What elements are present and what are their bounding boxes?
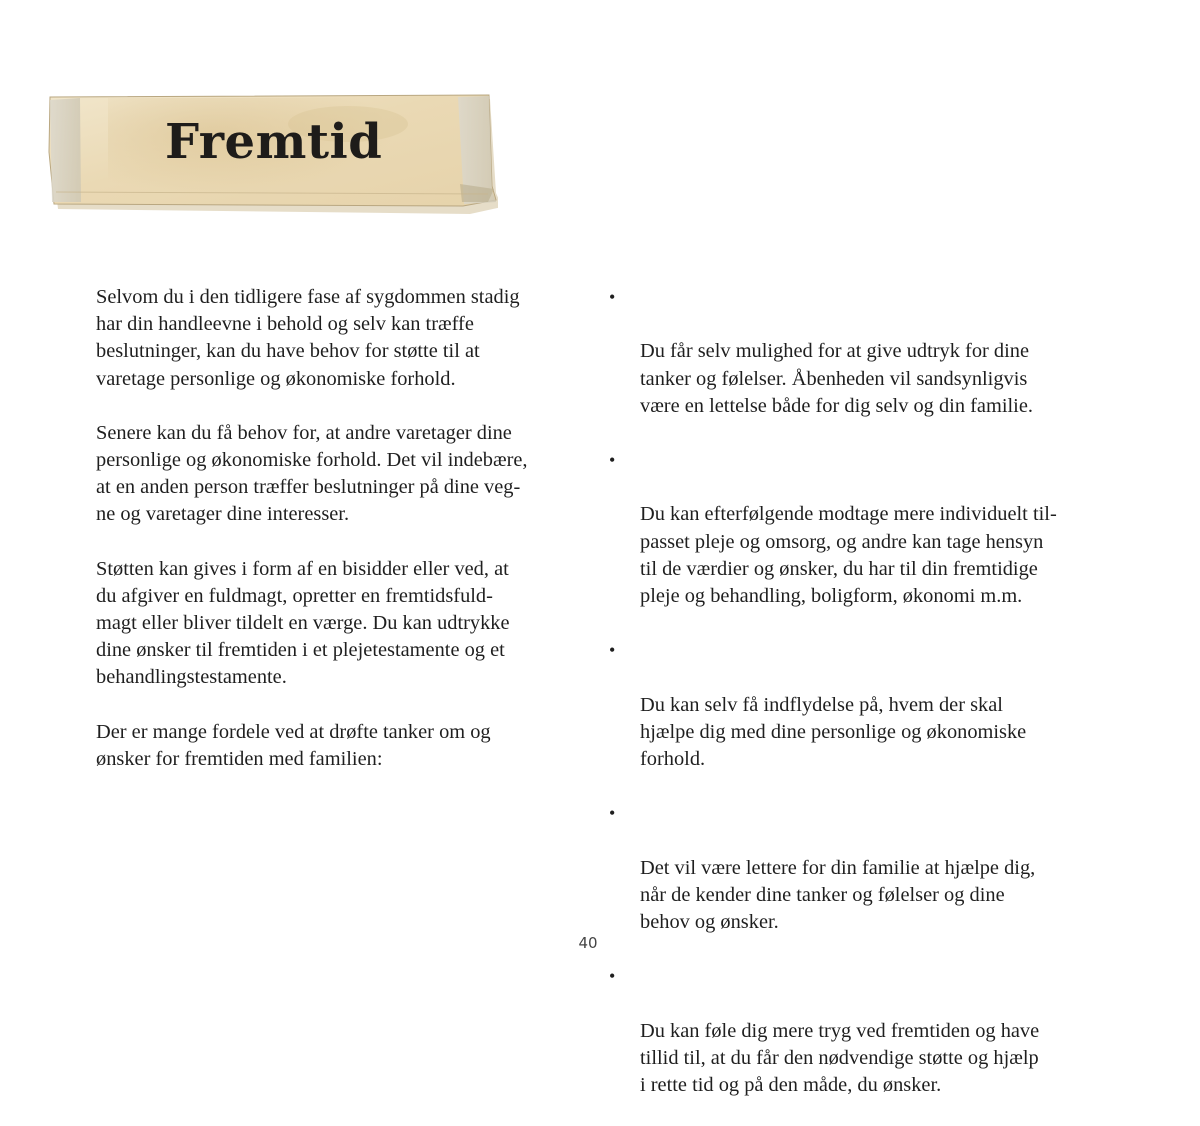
list-item [606, 637, 1088, 773]
list-item-text: Du kan føle dig mere tryg ved fremtiden og have tillid til, at du får den nødvendige støtte og hjælp i rette tid og på den måde, du ønsker. [640, 1019, 1040, 1097]
list-item [606, 963, 1088, 1099]
bullet-icon: • [609, 966, 616, 987]
page-number: 40 [578, 934, 598, 952]
paragraph-4: Der er mange fordele ved at drøfte tanker om og ønsker for fremtiden med familien: [96, 720, 491, 770]
paragraph-2: Senere kan du få behov for, at andre varetager dine personlige og økonomiske forhold. Det vil indebære, at en anden person træffer beslutninger på dine veg- ne og varetager dine interesser. [96, 421, 528, 526]
bullet-icon: • [609, 640, 616, 661]
benefits-list [606, 284, 1088, 1099]
page-title: Fremtid [165, 114, 383, 170]
bullet-icon: • [609, 287, 616, 307]
list-item [606, 447, 1088, 610]
paragraph-1: Selvom du i den tidligere fase af sygdommen stadig har din handleevne i behold og selv kan træffe beslutninger, kan du have behov for støtte til at varetage personlige og økonomiske forhold. [96, 286, 520, 390]
left-column [96, 284, 576, 800]
list-item [606, 284, 1088, 420]
list-item-text: Det vil være lettere for din familie at hjælpe dig, når de kender dine tanker og følelser og dine behov og ønsker. [640, 856, 1036, 934]
title-label [48, 94, 498, 218]
right-column [606, 284, 1088, 1126]
list-item-text: Du kan efterfølgende modtage mere individuelt til- passet pleje og omsorg, og andre kan tage hensyn til de værdier og ønsker, du har til din fremtidige pleje og behandling, boligform, økonomi m.m. [640, 503, 1057, 608]
list-item-text: Du kan selv få indflydelse på, hvem der skal hjælpe dig med dine personlige og økonomiske forhold. [640, 693, 1027, 771]
bullet-icon: • [609, 803, 616, 824]
bullet-icon: • [609, 450, 616, 471]
paragraph-3: Støtten kan gives i form af en bisidder eller ved, at du afgiver en fuldmagt, opretter en fremtidsfuld- magt eller bliver tildelt en værge. Du kan udtrykke dine ønsker til fremtiden i et plejetestamente og et behandlingstestamente. [96, 557, 510, 689]
list-item [606, 800, 1088, 936]
list-item-text: Du får selv mulighed for at give udtryk for dine tanker og følelser. Åbenheden vil sandsynligvis være en lettelse både for dig selv og din familie. [640, 340, 1033, 417]
